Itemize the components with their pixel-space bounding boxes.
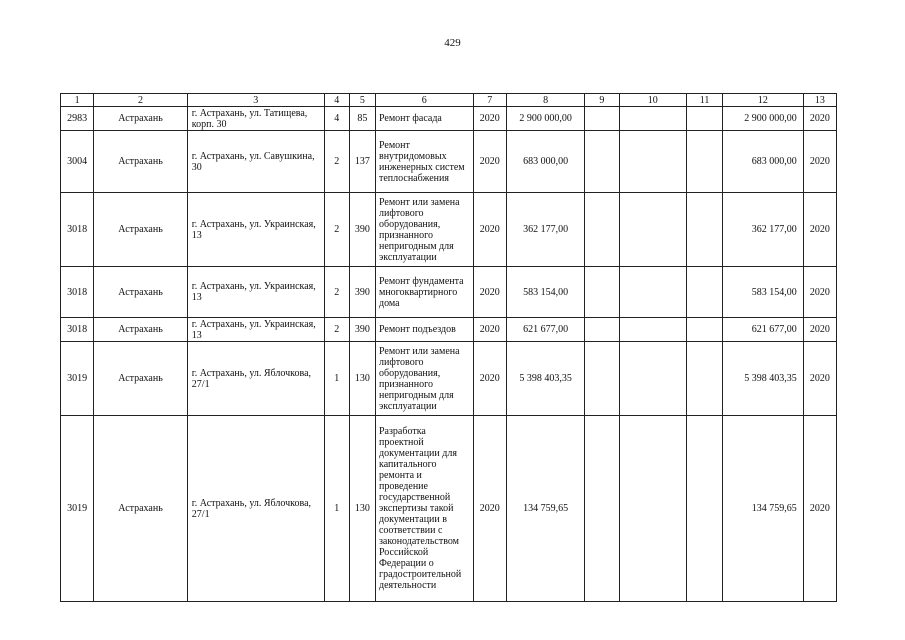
total-cost-cell: 621 677,00 bbox=[723, 318, 804, 342]
cell-col11 bbox=[686, 267, 722, 318]
column-header: 5 bbox=[349, 94, 375, 107]
cell-col11 bbox=[686, 193, 722, 267]
work-type-cell: Ремонт или замена лифтового оборудования, признанного непригодным для эксплуатации bbox=[375, 342, 473, 416]
cell-col5: 85 bbox=[349, 107, 375, 131]
cell-col10 bbox=[619, 107, 686, 131]
address-cell: г. Астрахань, ул. Украинская, 13 bbox=[187, 318, 324, 342]
table-row bbox=[61, 416, 837, 602]
completion-year-cell: 2020 bbox=[803, 416, 836, 602]
municipality-cell: Астрахань bbox=[94, 416, 188, 602]
cell-col10 bbox=[619, 131, 686, 193]
cell-col4: 2 bbox=[324, 318, 349, 342]
total-cost-cell: 583 154,00 bbox=[723, 267, 804, 318]
cell-col9 bbox=[585, 342, 619, 416]
municipality-cell: Астрахань bbox=[94, 107, 188, 131]
cell-col5: 390 bbox=[349, 267, 375, 318]
column-header: 7 bbox=[473, 94, 506, 107]
record-id-cell: 3019 bbox=[61, 342, 94, 416]
cost-cell: 5 398 403,35 bbox=[506, 342, 585, 416]
address-cell: г. Астрахань, ул. Украинская, 13 bbox=[187, 193, 324, 267]
total-cost-cell: 362 177,00 bbox=[723, 193, 804, 267]
municipality-cell: Астрахань bbox=[94, 267, 188, 318]
cost-cell: 362 177,00 bbox=[506, 193, 585, 267]
column-header: 1 bbox=[61, 94, 94, 107]
cell-col10 bbox=[619, 318, 686, 342]
completion-year-cell: 2020 bbox=[803, 318, 836, 342]
municipality-cell: Астрахань bbox=[94, 193, 188, 267]
total-cost-cell: 134 759,65 bbox=[723, 416, 804, 602]
cell-col10 bbox=[619, 342, 686, 416]
table-row bbox=[61, 342, 837, 416]
column-number-row bbox=[61, 94, 837, 107]
cell-col11 bbox=[686, 107, 722, 131]
year-cell: 2020 bbox=[473, 131, 506, 193]
column-header: 13 bbox=[803, 94, 836, 107]
repair-schedule-table bbox=[60, 93, 837, 602]
total-cost-cell: 5 398 403,35 bbox=[723, 342, 804, 416]
record-id-cell: 3018 bbox=[61, 193, 94, 267]
cell-col5: 390 bbox=[349, 193, 375, 267]
cost-cell: 583 154,00 bbox=[506, 267, 585, 318]
cell-col11 bbox=[686, 416, 722, 602]
table-row bbox=[61, 267, 837, 318]
table-row bbox=[61, 107, 837, 131]
year-cell: 2020 bbox=[473, 342, 506, 416]
year-cell: 2020 bbox=[473, 107, 506, 131]
column-header: 9 bbox=[585, 94, 619, 107]
page-number: 429 bbox=[444, 37, 461, 49]
table-row bbox=[61, 193, 837, 267]
address-cell: г. Астрахань, ул. Татищева, корп. 30 bbox=[187, 107, 324, 131]
work-type-cell: Ремонт фасада bbox=[375, 107, 473, 131]
cell-col9 bbox=[585, 131, 619, 193]
cell-col10 bbox=[619, 416, 686, 602]
address-cell: г. Астрахань, ул. Украинская, 13 bbox=[187, 267, 324, 318]
work-type-cell: Ремонт подъездов bbox=[375, 318, 473, 342]
year-cell: 2020 bbox=[473, 318, 506, 342]
address-cell: г. Астрахань, ул. Яблочкова, 27/1 bbox=[187, 342, 324, 416]
cell-col4: 2 bbox=[324, 267, 349, 318]
year-cell: 2020 bbox=[473, 267, 506, 318]
record-id-cell: 3004 bbox=[61, 131, 94, 193]
column-header: 8 bbox=[506, 94, 585, 107]
record-id-cell: 3018 bbox=[61, 318, 94, 342]
cell-col4: 2 bbox=[324, 131, 349, 193]
cell-col5: 137 bbox=[349, 131, 375, 193]
column-header: 2 bbox=[94, 94, 188, 107]
cell-col4: 2 bbox=[324, 193, 349, 267]
cell-col11 bbox=[686, 318, 722, 342]
table-row bbox=[61, 318, 837, 342]
completion-year-cell: 2020 bbox=[803, 107, 836, 131]
cell-col5: 130 bbox=[349, 342, 375, 416]
cost-cell: 621 677,00 bbox=[506, 318, 585, 342]
table-row bbox=[61, 131, 837, 193]
cell-col9 bbox=[585, 193, 619, 267]
total-cost-cell: 2 900 000,00 bbox=[723, 107, 804, 131]
column-header: 4 bbox=[324, 94, 349, 107]
address-cell: г. Астрахань, ул. Савушкина, 30 bbox=[187, 131, 324, 193]
municipality-cell: Астрахань bbox=[94, 131, 188, 193]
cell-col5: 390 bbox=[349, 318, 375, 342]
cell-col4: 1 bbox=[324, 342, 349, 416]
column-header: 10 bbox=[619, 94, 686, 107]
work-type-cell: Ремонт фундамента многоквартирного дома bbox=[375, 267, 473, 318]
cell-col9 bbox=[585, 267, 619, 318]
completion-year-cell: 2020 bbox=[803, 193, 836, 267]
completion-year-cell: 2020 bbox=[803, 131, 836, 193]
record-id-cell: 3019 bbox=[61, 416, 94, 602]
completion-year-cell: 2020 bbox=[803, 342, 836, 416]
cost-cell: 683 000,00 bbox=[506, 131, 585, 193]
cell-col9 bbox=[585, 318, 619, 342]
cell-col9 bbox=[585, 107, 619, 131]
work-type-cell: Ремонт или замена лифтового оборудования, признанного непригодным для эксплуатации bbox=[375, 193, 473, 267]
cost-cell: 134 759,65 bbox=[506, 416, 585, 602]
cell-col9 bbox=[585, 416, 619, 602]
completion-year-cell: 2020 bbox=[803, 267, 836, 318]
column-header: 11 bbox=[686, 94, 722, 107]
work-type-cell: Разработка проектной документации для капитального ремонта и проведение государственной экспертизы такой документации в соответствии с законодательством Российской Федерации о градостроительной деятельности bbox=[375, 416, 473, 602]
cell-col11 bbox=[686, 342, 722, 416]
cell-col11 bbox=[686, 131, 722, 193]
record-id-cell: 3018 bbox=[61, 267, 94, 318]
total-cost-cell: 683 000,00 bbox=[723, 131, 804, 193]
cell-col4: 4 bbox=[324, 107, 349, 131]
year-cell: 2020 bbox=[473, 193, 506, 267]
work-type-cell: Ремонт внутридомовых инженерных систем теплоснабжения bbox=[375, 131, 473, 193]
year-cell: 2020 bbox=[473, 416, 506, 602]
cost-cell: 2 900 000,00 bbox=[506, 107, 585, 131]
municipality-cell: Астрахань bbox=[94, 318, 188, 342]
column-header: 3 bbox=[187, 94, 324, 107]
cell-col10 bbox=[619, 267, 686, 318]
municipality-cell: Астрахань bbox=[94, 342, 188, 416]
cell-col10 bbox=[619, 193, 686, 267]
cell-col4: 1 bbox=[324, 416, 349, 602]
cell-col5: 130 bbox=[349, 416, 375, 602]
record-id-cell: 2983 bbox=[61, 107, 94, 131]
address-cell: г. Астрахань, ул. Яблочкова, 27/1 bbox=[187, 416, 324, 602]
column-header: 6 bbox=[375, 94, 473, 107]
column-header: 12 bbox=[723, 94, 804, 107]
